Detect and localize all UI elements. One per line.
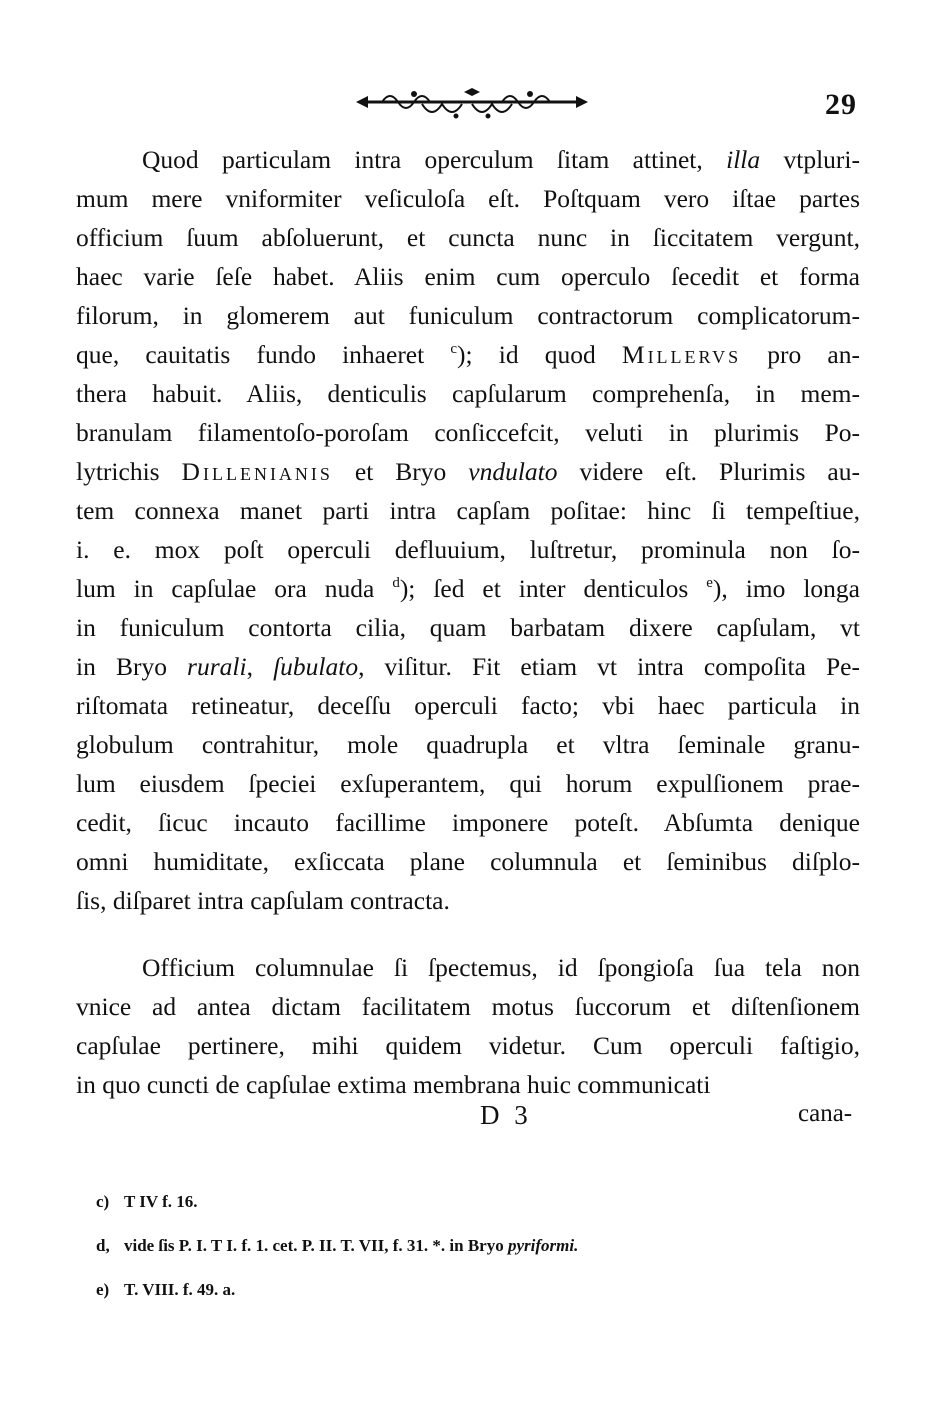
- text-line: in Bryo rurali, ſubulato, viſitur. Fit etiam vt intra compoſita Pe-: [76, 652, 860, 681]
- italic-text: vndulato: [468, 457, 558, 486]
- text-line: haec varie ſeſe habet. Aliis enim cum operculo ſecedit et forma: [76, 262, 860, 291]
- footnote: d, vide ſis P. I. T I. f. 1. cet. P. II. T. VII, f. 31. *. in Bryo pyriformi.: [96, 1224, 816, 1268]
- catchword: cana-: [798, 1100, 853, 1127]
- footnote-mark: c): [96, 1192, 110, 1211]
- text-line: branulam filamentoſo-poroſam conſiccefcit, veluti in plurimis Po-: [76, 418, 860, 447]
- header-ornament: [352, 86, 592, 126]
- page-number: 29: [825, 88, 857, 121]
- text-line: riſtomata retineatur, deceſſu operculi facto; vbi haec particula in: [76, 691, 860, 720]
- footnote-mark: d,: [96, 1236, 110, 1255]
- text-line: mum mere vniformiter veſiculoſa eſt. Poſtquam vero iſtae partes: [76, 184, 860, 213]
- footnote-reference: c: [450, 341, 458, 357]
- small-caps-name: Millervs: [621, 340, 742, 369]
- text-line: globulum contrahitur, mole quadrupla et vltra ſeminale granu-: [76, 730, 860, 759]
- paragraph-1: [76, 140, 860, 920]
- text-line: i. e. mox poſt operculi defluuium, luſtretur, prominula non ſo-: [76, 535, 860, 564]
- text-line: thera habuit. Aliis, denticulis capſularum comprehenſa, in mem-: [76, 379, 860, 408]
- footnote-reference: d: [392, 575, 400, 591]
- text-line: tem connexa manet parti intra capſam poſitae: hinc ſi tempeſtiue,: [76, 496, 860, 525]
- footnotes: [96, 1180, 816, 1312]
- italic-text: illa: [726, 145, 761, 174]
- text-line: in funiculum contorta cilia, quam barbatam dixere capſulam, vt: [76, 613, 860, 642]
- text-line: filorum, in glomerem aut funiculum contractorum complicatorum-: [76, 301, 860, 330]
- text-line: cedit, ſicuc incauto facillime imponere poteſt. Abſumta denique: [76, 808, 860, 837]
- text-line: omni humiditate, exſiccata plane columnula et ſeminibus diſplo-: [76, 847, 860, 876]
- paragraph-2: [76, 948, 860, 1104]
- footnote: c) T IV f. 16.: [96, 1180, 816, 1224]
- text-line: ſis, diſparet intra capſulam contracta.: [76, 886, 450, 915]
- text-line: Quod particulam intra operculum ſitam attinet, illa vtpluri-: [142, 145, 861, 174]
- text-line: capſulae pertinere, mihi quidem videtur. Cum operculi faſtigio,: [76, 1031, 860, 1060]
- italic-text: pyriformi.: [507, 1236, 579, 1255]
- text-line: lum eiusdem ſpeciei exſuperantem, qui horum expulſionem prae-: [76, 769, 860, 798]
- text-line: Officium columnulae ſi ſpectemus, id ſpongioſa ſua tela non: [142, 953, 860, 982]
- footnote-mark: e): [96, 1280, 110, 1299]
- signature-mark: D 3: [480, 1100, 532, 1130]
- italic-text: ſubulato: [273, 652, 359, 681]
- text-line: lum in capſulae ora nuda $^d$); ſed et inter denticulos $^e$), imo longa: [76, 574, 860, 603]
- italic-text: rurali: [187, 652, 247, 681]
- small-caps-name: Dillenianis: [181, 457, 333, 486]
- text-line: in quo cuncti de capſulae extima membrana huic communicati: [76, 1070, 711, 1099]
- text-line: lytrichis Dillenianis et Bryo vndulato videre eſt. Plurimis au-: [76, 457, 860, 486]
- text-line: vnice ad antea dictam facilitatem motus ſuccorum et diſtenſionem: [76, 992, 860, 1021]
- footnote-reference: e: [706, 575, 713, 591]
- footnote: e) T. VIII. f. 49. a.: [96, 1268, 816, 1312]
- text-line: que, cauitatis fundo inhaeret $^c$); id quod Millervs pro an-: [76, 340, 860, 369]
- text-line: officium ſuum abſoluerunt, et cuncta nunc in ſiccitatem vergunt,: [76, 223, 860, 252]
